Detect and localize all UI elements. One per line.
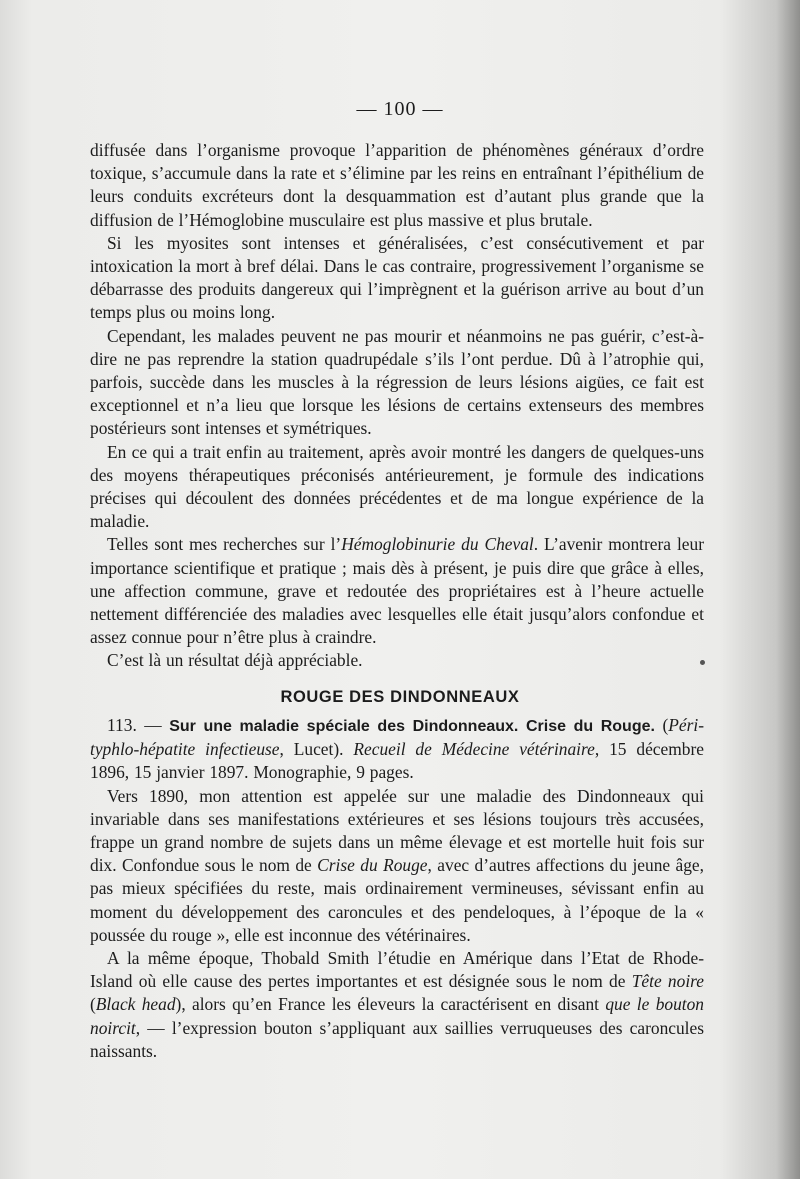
paragraph: C’est là un résultat déjà appréciable. <box>107 650 363 671</box>
text-run: , avec d’autres affections du jeune âge, pas mieux spécifiées du reste, mais ordinairement vermineuses, sévissant enfin au moment du développement des caroncules et des pendeloques, à l’époque de la « poussée du rouge », elle est inconnue des vétérinaires. <box>90 855 705 945</box>
paragraph: En ce qui a trait enfin au traitement, après avoir montré les dangers de quelques-uns des moyens thérapeutiques préconisés antérieurement, je formule des indications précises qui découlent des données précédentes et de ma longue expérience de la maladie. <box>90 441 704 532</box>
ink-speck <box>700 660 705 665</box>
bibliography-entry <box>90 714 704 785</box>
entry-author: , Lucet). <box>279 739 354 760</box>
body-text-bottom <box>90 714 704 1063</box>
paragraph: Si les myosites sont intenses et généralisées, c’est consécutivement et par intoxication la mort à bref délai. Dans le cas contraire, progressivement l’organisme se débarrasse des produits dangereux qui l’imprègnent et la guérison arrive au bout d’un temps plus ou moins long. <box>90 232 704 323</box>
text-run: ( <box>90 994 96 1015</box>
italic-term: Black head <box>95 994 176 1015</box>
italic-term: que le bouton noircit <box>90 994 704 1038</box>
entry-details: , 15 décembre 1896, 15 janvier 1897. Monographie, 9 pages. <box>90 739 704 783</box>
page-number: — 100 — <box>356 98 444 120</box>
text-run: , — l’expression bouton s’appliquant aux saillies verruqueuses des caroncules naissants. <box>90 1017 704 1061</box>
paragraph <box>90 785 704 947</box>
paragraph: diffusée dans l’organisme provoque l’apparition de phénomènes généraux d’ordre toxique, s’accumule dans la rate et s’élimine par les reins en entraînant l’épithélium de leurs conduits excréteurs dont la desquammation est d’autant plus grande que la diffusion de l’Hémoglobine musculaire est plus massive et plus brutale. <box>90 140 704 230</box>
text-run: ), alors qu’en France les éleveurs la caractérisent en disant <box>175 994 606 1015</box>
text-run: Vers 1890, mon attention est appelée sur une maladie des Dindonneaux qui invariable dans ses manifestations extérieures et ses lésions toujours très accusées, frappe un grand nombre de sujets dans un même élevage et est mortelle huit fois sur dix. Confondue sous le nom de <box>90 785 704 876</box>
italic-term: Crise du Rouge <box>317 855 428 876</box>
text-run: A la même époque, Thobald Smith l’étudie en Amérique dans l’Etat de Rhode-Island où elle cause des pertes importantes et est désignée sous le nom de <box>90 948 704 992</box>
section-heading: ROUGE DES DINDONNEAUX <box>280 688 520 706</box>
text-run: ( <box>662 715 669 735</box>
entry-subtitle: Pérityphlo-hépatite infectieuse <box>90 715 704 760</box>
italic-title: Hémoglobinurie du Cheval <box>341 534 534 555</box>
text-run: Telles sont mes recherches sur l’ <box>107 534 342 555</box>
paragraph <box>90 533 704 649</box>
entry-number: 113. — <box>107 715 162 735</box>
body-text-top <box>90 139 704 673</box>
text-run: . L’avenir montrera leur importance scientifique et pratique ; mais dès à présent, je puis dire que grâce à elles, une affection commune, grave et redoutée des propriétaires est à l’heure actuelle nettement différenciée des maladies avec lesquelles elle était jusqu’alors confondue et assez connue pour n’être plus à craindre. <box>90 534 705 648</box>
entry-journal: Recueil de Médecine vétérinaire <box>353 739 595 760</box>
paragraph <box>90 947 704 1063</box>
entry-title: Sur une maladie spéciale des Dindonneaux. Crise du Rouge. <box>169 718 655 735</box>
italic-term: Tête noire <box>631 971 704 992</box>
paragraph: Cependant, les malades peuvent ne pas mourir et néanmoins ne pas guérir, c’est-à-dire ne pas reprendre la station quadrupédale s’ils l’ont perdue. Dû à l’atrophie qui, parfois, succède dans les muscles à la régression de leurs lésions aigües, ce fait est exceptionnel et n’a lieu que lorsque les lésions de certains extenseurs des membres postérieurs sont intenses et symétriques. <box>90 325 704 439</box>
